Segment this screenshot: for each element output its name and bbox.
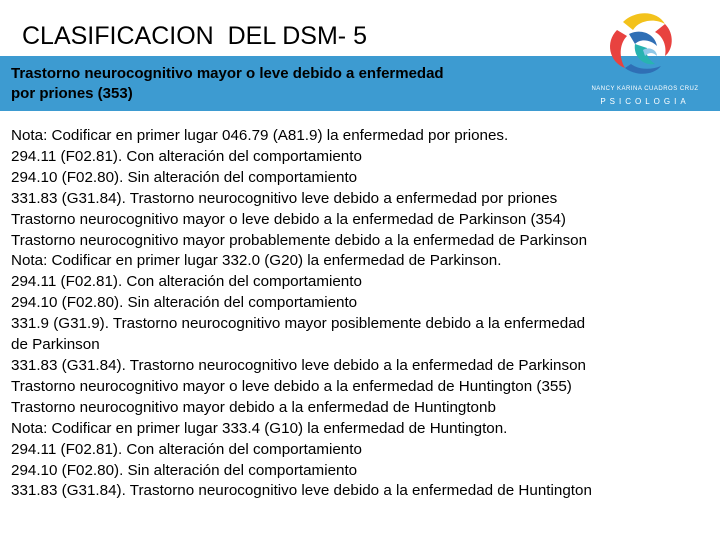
list-item: 294.10 (F02.80). Sin alteración del comportamiento xyxy=(11,461,358,479)
list-item: 331.9 (G31.9). Trastorno neurocognitivo mayor posiblemente debido a la enfermedad xyxy=(11,315,586,333)
brand-logo xyxy=(580,6,710,110)
list-item: 294.11 (F02.81). Con alteración del comportamiento xyxy=(11,440,362,458)
list-item: 294.11 (F02.81). Con alteración del comportamiento xyxy=(11,273,362,291)
section-subtitle xyxy=(11,64,571,104)
list-item: Trastorno neurocognitivo mayor o leve debido a la enfermedad de Parkinson (354) xyxy=(11,210,566,228)
list-item: 331.83 (G31.84). Trastorno neurocognitivo leve debido a la enfermedad de Huntington xyxy=(11,482,592,500)
list-item: 331.83 (G31.84). Trastorno neurocognitivo leve debido a enfermedad por priones xyxy=(11,189,558,207)
page-title: CLASIFICACION DEL DSM- 5 xyxy=(22,22,367,50)
list-item: 294.10 (F02.80). Sin alteración del comportamiento xyxy=(11,168,358,186)
list-item: 331.83 (G31.84). Trastorno neurocognitivo leve debido a la enfermedad de Parkinson xyxy=(11,356,586,374)
list-item: Nota: Codificar en primer lugar 333.4 (G10) la enfermedad de Huntington. xyxy=(11,419,508,437)
logo-subtitle: PSICOLOGIA xyxy=(600,97,690,106)
list-item: Trastorno neurocognitivo mayor o leve debido a la enfermedad de Huntington (355) xyxy=(11,377,572,395)
list-item: Trastorno neurocognitivo mayor probablemente debido a la enfermedad de Parkinson xyxy=(11,231,588,249)
list-item: Trastorno neurocognitivo mayor debido a la enfermedad de Huntingtonb xyxy=(11,398,496,416)
list-item: Nota: Codificar en primer lugar 046.79 (A81.9) la enfermedad por priones. xyxy=(11,127,509,144)
psychology-logo-icon xyxy=(595,10,695,84)
subtitle-line-2: por priones (353) xyxy=(11,85,133,102)
subtitle-line-1: Trastorno neurocognitivo mayor o leve debido a enfermedad xyxy=(11,65,444,82)
logo-name: NANCY KARINA CUADROS CRUZ xyxy=(591,86,699,92)
classification-list xyxy=(11,126,711,502)
list-item: 294.10 (F02.80). Sin alteración del comportamiento xyxy=(11,294,358,312)
list-item: 294.11 (F02.81). Con alteración del comportamiento xyxy=(11,147,362,165)
list-item: Nota: Codificar en primer lugar 332.0 (G20) la enfermedad de Parkinson. xyxy=(11,252,502,270)
list-item: de Parkinson xyxy=(11,336,100,354)
